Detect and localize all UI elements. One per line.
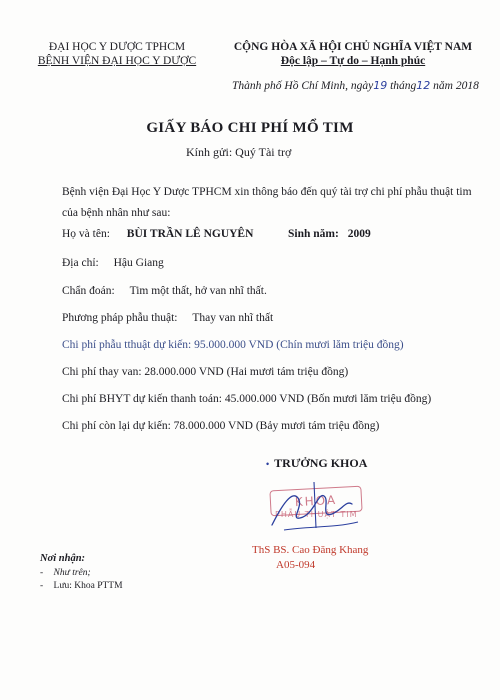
birth-label: Sinh năm: [288,228,339,240]
tick-mark: • [266,459,270,469]
document-date [232,79,479,92]
method-value: Thay van nhĩ thất [192,312,274,324]
birth-row [288,228,371,240]
diagnosis-label: Chẩn đoán: [62,285,115,297]
university-name: ĐẠI HỌC Y DƯỢC TPHCM [48,41,186,53]
patient-name-row [62,228,253,240]
recipient-item-text: Như trên; [53,568,91,578]
republic-name: CỘNG HÒA XÃ HỘI CHỦ NGHĨA VIỆT NAM [233,41,473,53]
method-label: Phương pháp phẫu thuật: [62,312,178,324]
hospital-name: BỆNH VIỆN ĐẠI HỌC Y DƯỢC [37,55,197,67]
date-prefix: Thành phố Hồ Chí Minh, ngày [232,80,374,92]
address-label: Địa chỉ: [62,257,99,269]
org-header [22,40,212,68]
birth-year: 2009 [347,228,371,240]
signer-name: ThS BS. Cao Đăng Khang [252,544,369,556]
national-header [222,40,484,68]
name-label: Họ và tên: [62,228,110,240]
recipients-list [40,567,123,593]
recipient-item: - Lưu: Khoa PTTM [40,581,123,591]
recipients-label: Nơi nhận: [40,553,86,564]
department-stamp: KHOA [269,486,362,517]
document-title: GIẤY BÁO CHI PHÍ MỔ TIM [146,120,354,136]
address-row [62,257,164,269]
remaining-cost-row: Chi phí còn lại dự kiến: 78.000.000 VND (Bảy mươi tám triệu đồng) [62,420,380,432]
national-motto: Độc lập – Tự do – Hạnh phúc [280,55,426,67]
diagnosis-value: Tim một thất, hở van nhĩ thất. [129,285,267,297]
recipient-item-text: Lưu: Khoa PTTM [53,581,123,591]
diagnosis-row [62,285,267,297]
address-value: Hậu Giang [113,257,164,269]
valve-cost-row: Chi phí thay van: 28.000.000 VND (Hai mươi tám triệu đồng) [62,366,349,378]
date-year: năm 2018 [433,80,479,92]
date-month-label: tháng [390,80,417,92]
department-stamp-subtext: PHẪU THUẬT TIM [275,510,358,519]
signer-code: A05-094 [276,559,316,571]
date-day: 19 [373,79,388,92]
recipient-line: Kính gửi: Quý Tài trợ [186,145,292,159]
signature-role [266,456,367,471]
method-row [62,312,273,324]
insurance-cost-row: Chi phí BHYT dự kiến thanh toán: 45.000.000 VND (Bốn mươi lăm triệu đồng) [62,393,432,405]
date-month: 12 [416,79,431,92]
recipient-item: - Như trên; [40,568,91,578]
surgery-cost-row: Chi phí phẫu tthuật dự kiến: 95.000.000 VND (Chín mươi lăm triệu đồng) [62,339,404,351]
patient-name: BÙI TRẦN LÊ NGUYÊN [126,228,254,240]
role-title: TRƯỞNG KHOA [274,456,368,470]
intro-paragraph: Bệnh viện Đại Học Y Dược TPHCM xin thông báo đến quý tài trợ chi phí phẫu thuật tim của bệnh nhân như sau: [62,186,472,219]
handwritten-signature [254,470,374,540]
